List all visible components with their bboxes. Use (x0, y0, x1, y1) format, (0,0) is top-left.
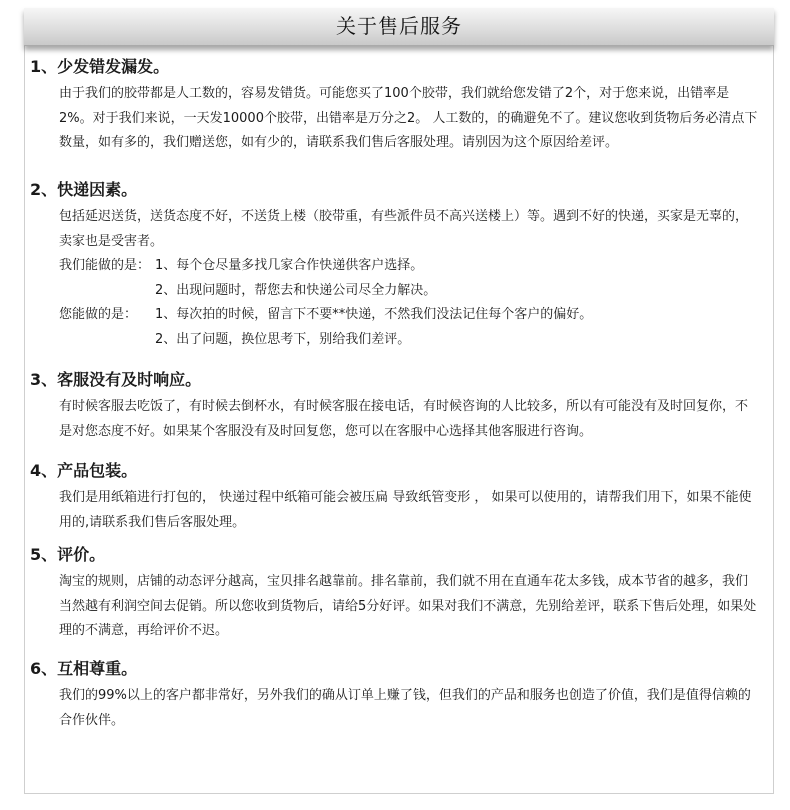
section-4 (24, 456, 774, 540)
you-can-label: 您能做的是： (59, 307, 138, 322)
you-can-row-1 (59, 303, 774, 328)
you-can-row-2 (59, 328, 774, 353)
we-can-row-1 (59, 254, 774, 279)
section-title: 3、客服没有及时响应。 (30, 370, 202, 389)
section-paragraph: 有时候客服去吃饭了，有时候去倒杯水，有时候客服在接电话，有时候咨询的人比较多，所以有可能没有及时回复你，不是对您态度不好。如果某个客服没有及时回复您，您可以在客服中心选择其他客服进行咨询。 (59, 399, 749, 439)
header-bar (24, 8, 774, 46)
section-title: 2、快递因素。 (30, 180, 138, 199)
section-paragraph: 由于我们的胶带都是人工数的，容易发错货。可能您买了100个胶带，我们就给您发错了2个，对于您来说，出错率是2%。对于我们来说，一天发10000个胶带，出错率是万分之2。 人工数的，的确避免不了。建议您收到货物后务必清点下数量，如有多的，我们赠送您，如有少的，请联系我们售后客服处理。请别因为这个原因给差评。 (59, 86, 758, 150)
section-6 (24, 654, 774, 744)
section-paragraph: 我们是用纸箱进行打包的， 快递过程中纸箱可能会被压扁 导致纸管变形 ， 如果可以使用的，请帮我们用下，如果不能使用的,请联系我们售后客服处理。 (59, 490, 752, 530)
section-title: 6、互相尊重。 (30, 659, 138, 678)
section-2 (24, 175, 774, 365)
we-can-row-2 (59, 279, 774, 304)
content-area (24, 52, 774, 744)
section-title: 1、少发错发漏发。 (30, 57, 170, 76)
section-paragraph: 我们的99%以上的客户都非常好，另外我们的确从订单上赚了钱，但我们的产品和服务也创造了价值，我们是值得信赖的合作伙伴。 (59, 688, 751, 728)
section-1 (24, 52, 774, 175)
we-can-item-2: 2、出现问题时，帮您去和快递公司尽全力解决。 (155, 282, 437, 298)
you-can-item-1: 1、每次拍的时候，留言下不要**快递，不然我们没法记住每个客户的偏好。 (155, 307, 593, 322)
section-5 (24, 540, 774, 654)
section-title: 5、评价。 (30, 545, 106, 564)
section-title: 4、产品包装。 (30, 461, 138, 480)
you-can-item-2: 2、出了问题，换位思考下，别给我们差评。 (155, 331, 411, 347)
section-3 (24, 365, 774, 456)
we-can-label: 我们能做的是： (59, 258, 151, 273)
section-paragraph: 包括延迟送货，送货态度不好，不送货上楼（胶带重，有些派件员不高兴送楼上）等。遇到不好的快递，买家是无辜的，卖家也是受害者。 (59, 209, 749, 249)
page-title: 关于售后服务 (336, 14, 462, 38)
we-can-item-1: 1、每个仓尽量多找几家合作快递供客户选择。 (155, 258, 424, 273)
section-paragraph: 淘宝的规则，店铺的动态评分越高，宝贝排名越靠前。排名靠前，我们就不用在直通车花太多钱，成本节省的越多，我们当然越有利润空间去促销。所以您收到货物后，请给5分好评。如果对我们不满意，先别给差评，联系下售后处理，如果处理的不满意，再给评价不迟。 (59, 574, 757, 638)
